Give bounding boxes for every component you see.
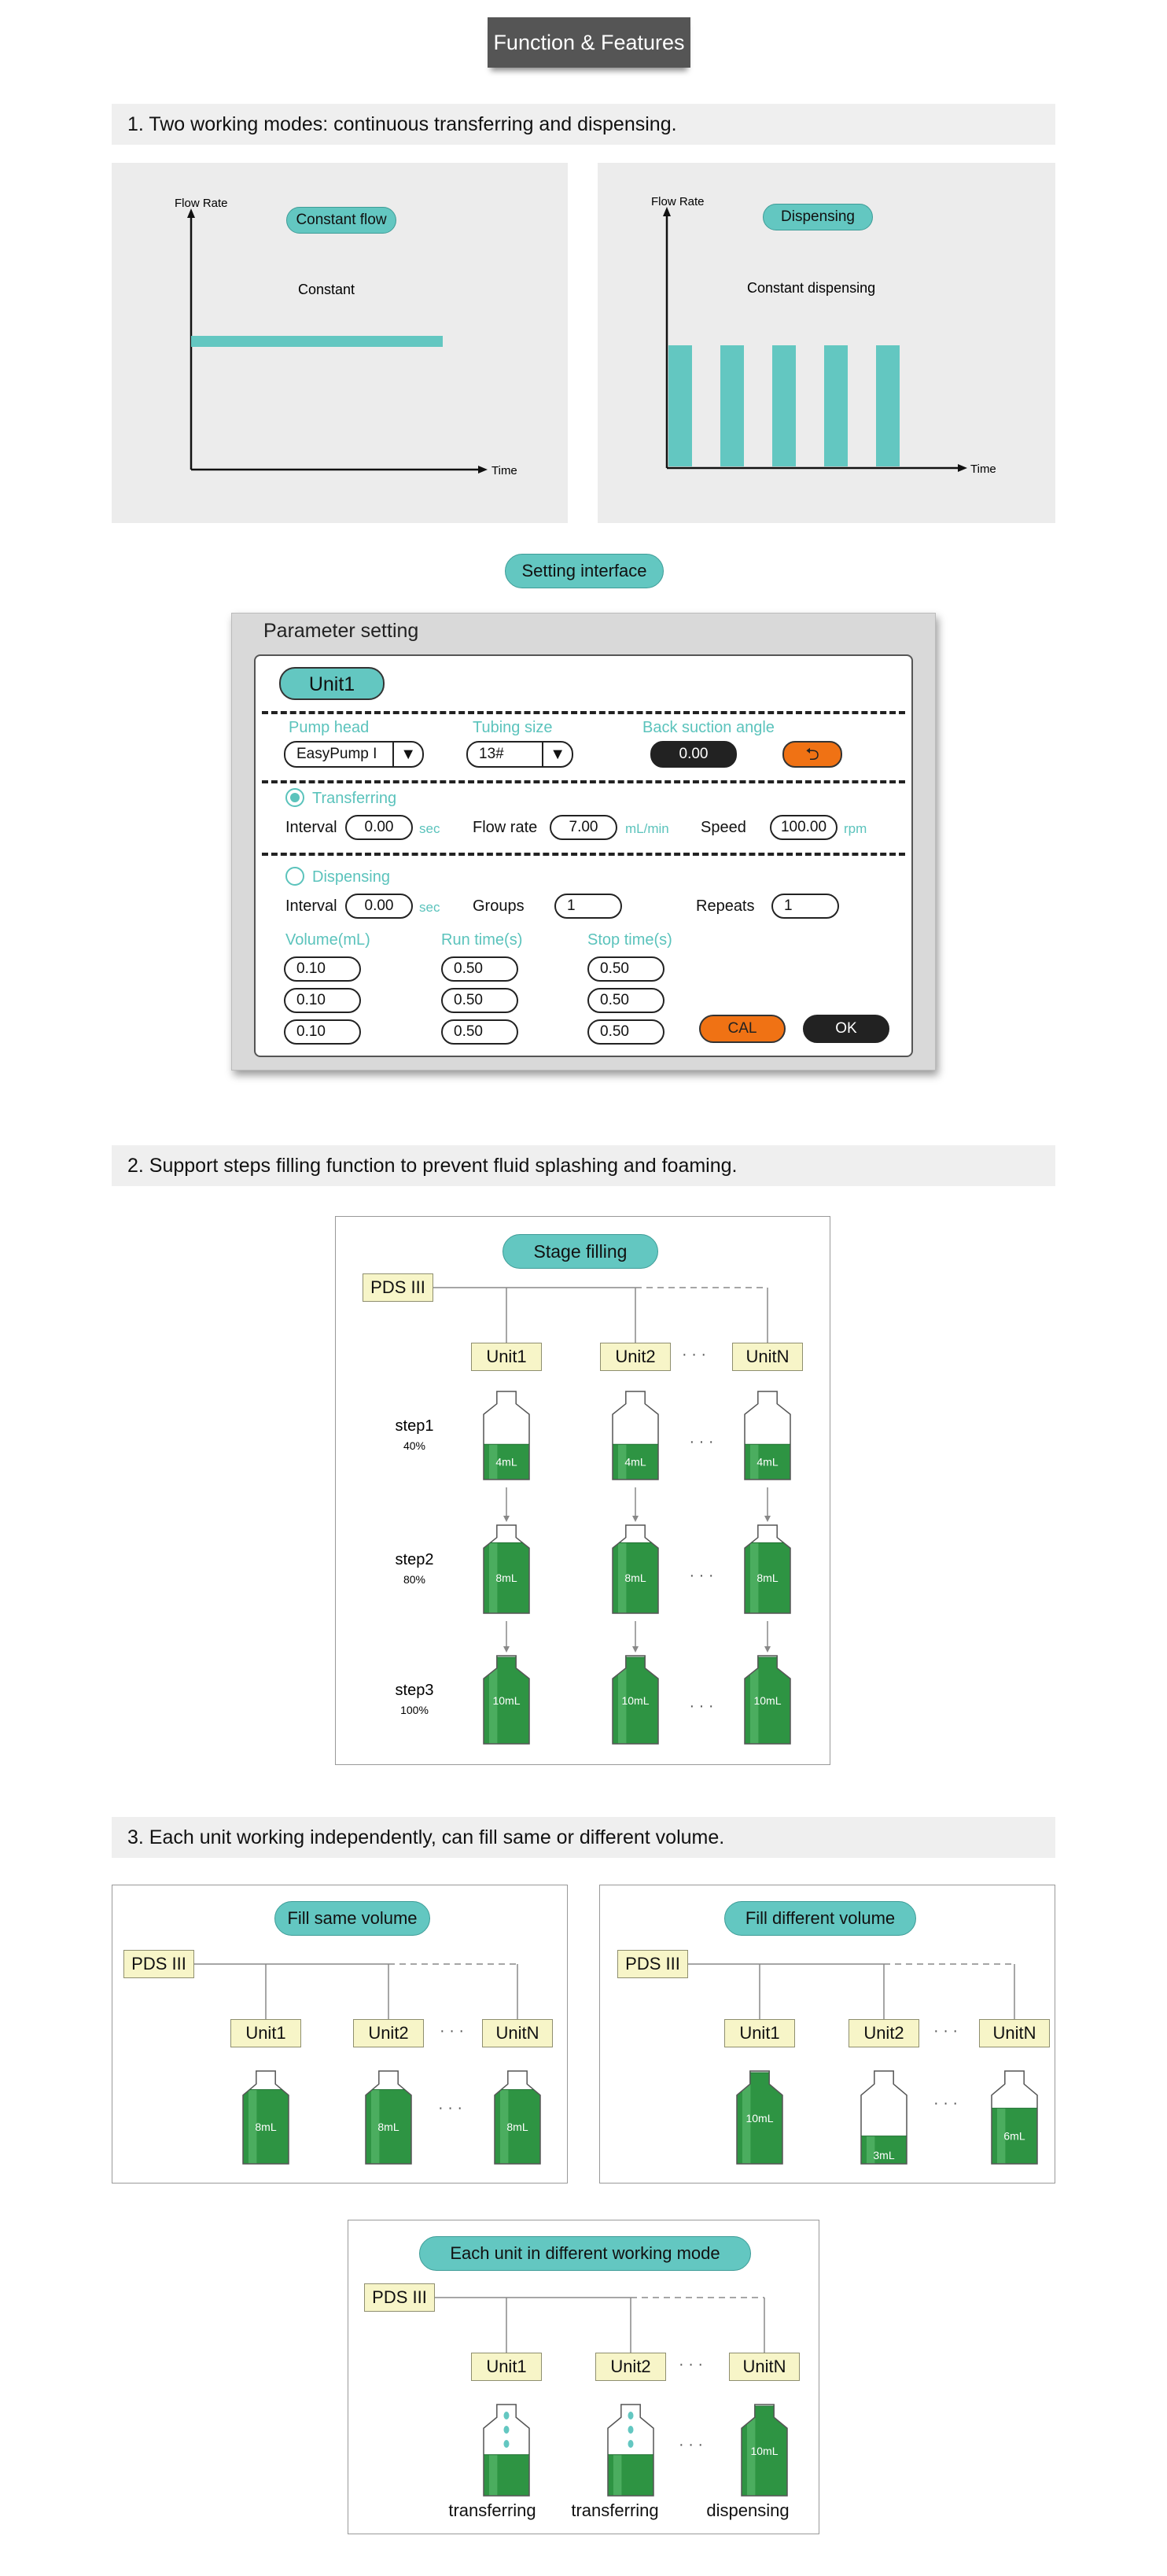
step-percent: 40% bbox=[403, 1439, 426, 1452]
volume-field[interactable]: 0.10 bbox=[284, 956, 361, 982]
ok-button[interactable]: OK bbox=[803, 1015, 889, 1043]
dispensing-radio[interactable] bbox=[285, 867, 304, 886]
bottle-icon bbox=[742, 2405, 787, 2496]
volume-label: 10mL bbox=[745, 2112, 774, 2125]
dispense-pulse-bar bbox=[876, 345, 900, 466]
tubing-size-value: 13# bbox=[479, 746, 504, 762]
back-suction-field[interactable]: 0.00 bbox=[650, 741, 737, 768]
x-axis-label: Time bbox=[491, 464, 517, 477]
unit-label: Unit2 bbox=[595, 2353, 666, 2381]
interval-label: Interval bbox=[285, 897, 337, 915]
ellipsis: · · · bbox=[679, 2356, 704, 2373]
bottle-icon bbox=[495, 2071, 540, 2164]
ellipsis: · · · bbox=[689, 1697, 714, 1715]
volume-label: 4mL bbox=[495, 1455, 517, 1469]
repeats-label: Repeats bbox=[696, 897, 755, 915]
groups-field[interactable]: 1 bbox=[554, 894, 622, 919]
unit-label: UnitN bbox=[729, 2353, 800, 2381]
constant-flow-pill: Constant flow bbox=[286, 207, 396, 234]
volume-label: 8mL bbox=[495, 1572, 517, 1585]
flow-rate-label: Flow rate bbox=[473, 819, 538, 836]
bottle-icon bbox=[737, 2071, 782, 2164]
unit-label: Unit2 bbox=[849, 2019, 919, 2047]
unit-label: UnitN bbox=[482, 2019, 553, 2047]
volume-label: 8mL bbox=[377, 2120, 399, 2133]
ellipsis: · · · bbox=[689, 1567, 714, 1584]
volume-label: 10mL bbox=[750, 2445, 779, 2457]
droplet-icon bbox=[628, 2426, 634, 2434]
pds-root-label: PDS III bbox=[364, 2283, 435, 2312]
run-time-column-header: Run time(s) bbox=[441, 931, 523, 949]
y-axis-label: Flow Rate bbox=[651, 195, 705, 208]
ellipsis: · · · bbox=[440, 2022, 465, 2040]
section-heading-2: 2. Support steps filling function to prevent fluid splashing and foaming. bbox=[112, 1145, 1055, 1186]
bottle-icon bbox=[745, 1391, 790, 1480]
pump-head-label: Pump head bbox=[289, 719, 370, 736]
step-label: step1 bbox=[395, 1417, 434, 1435]
bottle-icon bbox=[613, 1391, 658, 1480]
volume-label: 4mL bbox=[624, 1455, 646, 1469]
speed-unit: rpm bbox=[844, 821, 867, 836]
volume-label: 6mL bbox=[1003, 2129, 1025, 2143]
dispense-pulse-bar bbox=[772, 345, 796, 466]
transferring-radio[interactable] bbox=[285, 788, 304, 807]
sec-unit: sec bbox=[419, 900, 440, 915]
volume-field[interactable]: 0.10 bbox=[284, 988, 361, 1013]
stop-time-field[interactable]: 0.50 bbox=[587, 956, 664, 982]
stage-filling-box bbox=[335, 1216, 830, 1765]
fill-different-pill: Fill different volume bbox=[724, 1901, 916, 1936]
unit-label: UnitN bbox=[732, 1343, 803, 1371]
run-time-field[interactable]: 0.50 bbox=[441, 1019, 518, 1045]
transferring-label: Transferring bbox=[312, 790, 397, 807]
constant-flow-bar bbox=[191, 336, 443, 347]
step-percent: 80% bbox=[403, 1573, 426, 1586]
mode-label: dispensing bbox=[706, 2500, 790, 2520]
volume-field[interactable]: 0.10 bbox=[284, 1019, 361, 1045]
volume-label: 8mL bbox=[757, 1572, 779, 1585]
bottle-icon bbox=[484, 1391, 529, 1480]
step-arrow-head bbox=[503, 1516, 510, 1522]
section-heading-1: 1. Two working modes: continuous transferring and dispensing. bbox=[112, 104, 1055, 145]
flow-rate-field[interactable]: 7.00 bbox=[550, 815, 617, 840]
divider bbox=[262, 853, 905, 856]
bottle-icon bbox=[613, 1656, 658, 1744]
volume-label: 10mL bbox=[621, 1694, 650, 1707]
dispensing-pill: Dispensing bbox=[763, 204, 873, 230]
constant-flow-panel bbox=[112, 163, 568, 523]
stage-filling-pill: Stage filling bbox=[503, 1234, 658, 1269]
dispense-pulse-bar bbox=[668, 345, 692, 466]
unit-tab[interactable]: Unit1 bbox=[279, 667, 385, 700]
transfer-interval-field[interactable]: 0.00 bbox=[345, 815, 413, 840]
bottle-icon bbox=[745, 1525, 790, 1613]
tubing-size-label: Tubing size bbox=[473, 719, 553, 736]
ellipsis: · · · bbox=[689, 1433, 714, 1450]
unit-label: Unit2 bbox=[600, 1343, 671, 1371]
run-time-field[interactable]: 0.50 bbox=[441, 956, 518, 982]
sec-unit: sec bbox=[419, 821, 440, 836]
dispensing-panel bbox=[598, 163, 1055, 523]
run-time-field[interactable]: 0.50 bbox=[441, 988, 518, 1013]
parameter-setting-window bbox=[231, 613, 936, 1071]
bottle-icon bbox=[243, 2071, 289, 2164]
dispense-pulse-bar bbox=[824, 345, 848, 466]
bottle-icon bbox=[861, 2071, 907, 2164]
groups-label: Groups bbox=[473, 897, 525, 915]
dispense-interval-field[interactable]: 0.00 bbox=[345, 894, 413, 919]
ellipsis: · · · bbox=[679, 2436, 704, 2453]
step-arrow-head bbox=[632, 1646, 639, 1653]
x-axis-label: Time bbox=[970, 463, 996, 476]
ellipsis: · · · bbox=[682, 1346, 707, 1363]
constant-annotation: Constant bbox=[298, 282, 355, 297]
unit-label: Unit1 bbox=[471, 2353, 542, 2381]
interval-label: Interval bbox=[285, 819, 337, 836]
dispensing-label: Dispensing bbox=[312, 868, 390, 886]
ellipsis: · · · bbox=[933, 2022, 959, 2040]
fill-different-box bbox=[599, 1885, 1055, 2184]
speed-field[interactable]: 100.00 bbox=[770, 815, 838, 840]
fill-same-pill: Fill same volume bbox=[274, 1901, 430, 1936]
divider bbox=[262, 711, 905, 714]
x-axis-arrow bbox=[958, 464, 967, 472]
working-mode-pill: Each unit in different working mode bbox=[419, 2236, 751, 2271]
volume-label: 4mL bbox=[757, 1455, 779, 1469]
ellipsis: · · · bbox=[933, 2095, 959, 2112]
bottle-icon bbox=[613, 1525, 658, 1613]
step-percent: 100% bbox=[400, 1704, 429, 1716]
volume-label: 8mL bbox=[624, 1572, 646, 1585]
bottle-icon bbox=[992, 2071, 1037, 2164]
working-mode-box bbox=[348, 2220, 819, 2534]
pds-root-label: PDS III bbox=[617, 1950, 688, 1978]
bottle-icon bbox=[484, 1525, 529, 1613]
x-axis-arrow bbox=[478, 466, 488, 474]
y-axis-label: Flow Rate bbox=[175, 197, 228, 210]
window-title: Parameter setting bbox=[263, 620, 419, 642]
bottle-icon bbox=[608, 2405, 653, 2496]
repeats-field[interactable]: 1 bbox=[771, 894, 839, 919]
divider bbox=[262, 780, 905, 783]
dispense-pulse-bar bbox=[720, 345, 744, 466]
tubing-size-select[interactable] bbox=[466, 741, 573, 768]
settings-card bbox=[254, 654, 913, 1057]
dropdown-arrow-icon: ▼ bbox=[550, 746, 565, 763]
step-label: step3 bbox=[395, 1682, 434, 1699]
droplet-icon bbox=[504, 2426, 510, 2434]
unit-label: Unit1 bbox=[230, 2019, 301, 2047]
section-heading-3: 3. Each unit working independently, can fill same or different volume. bbox=[112, 1817, 1055, 1858]
stop-time-field[interactable]: 0.50 bbox=[587, 988, 664, 1013]
fill-same-box bbox=[112, 1885, 568, 2184]
back-icon[interactable]: ⮌ bbox=[782, 741, 842, 768]
dispensing-annotation: Constant dispensing bbox=[747, 280, 876, 296]
bottle-icon bbox=[484, 2405, 529, 2496]
page-title: Function & Features bbox=[488, 17, 690, 68]
bottle-icon bbox=[484, 1656, 529, 1744]
bottle-icon bbox=[366, 2071, 411, 2164]
pds-root-label: PDS III bbox=[123, 1950, 194, 1978]
volume-label: 3mL bbox=[873, 2149, 895, 2161]
cal-button[interactable]: CAL bbox=[699, 1015, 786, 1043]
step-arrow-head bbox=[764, 1646, 771, 1653]
pds-root-label: PDS III bbox=[363, 1273, 433, 1302]
unit-label: Unit2 bbox=[353, 2019, 424, 2047]
volume-label: 10mL bbox=[753, 1694, 782, 1707]
droplet-icon bbox=[504, 2412, 510, 2419]
mode-label: transferring bbox=[448, 2500, 536, 2520]
speed-label: Speed bbox=[701, 819, 746, 836]
step-label: step2 bbox=[395, 1551, 434, 1568]
bottle-icon bbox=[745, 1656, 790, 1744]
droplet-icon bbox=[628, 2440, 634, 2448]
flow-rate-unit: mL/min bbox=[625, 821, 669, 836]
unit-label: UnitN bbox=[979, 2019, 1050, 2047]
volume-label: 10mL bbox=[492, 1694, 521, 1707]
volume-label: 8mL bbox=[255, 2120, 277, 2133]
mode-label: transferring bbox=[571, 2500, 659, 2520]
volume-label: 8mL bbox=[506, 2120, 528, 2133]
volume-column-header: Volume(mL) bbox=[285, 931, 370, 949]
unit-label: Unit1 bbox=[724, 2019, 795, 2047]
dropdown-arrow-icon: ▼ bbox=[400, 746, 416, 763]
unit-label: Unit1 bbox=[471, 1343, 542, 1371]
ellipsis: · · · bbox=[438, 2099, 463, 2117]
back-suction-label: Back suction angle bbox=[642, 719, 775, 736]
step-arrow-head bbox=[764, 1516, 771, 1522]
pump-head-select[interactable] bbox=[284, 741, 424, 768]
droplet-icon bbox=[628, 2412, 634, 2419]
stop-time-field[interactable]: 0.50 bbox=[587, 1019, 664, 1045]
step-arrow-head bbox=[503, 1646, 510, 1653]
setting-interface-pill: Setting interface bbox=[505, 554, 664, 588]
droplet-icon bbox=[504, 2440, 510, 2448]
step-arrow-head bbox=[632, 1516, 639, 1522]
pump-head-value: EasyPump I bbox=[296, 746, 377, 762]
stop-time-column-header: Stop time(s) bbox=[587, 931, 672, 949]
